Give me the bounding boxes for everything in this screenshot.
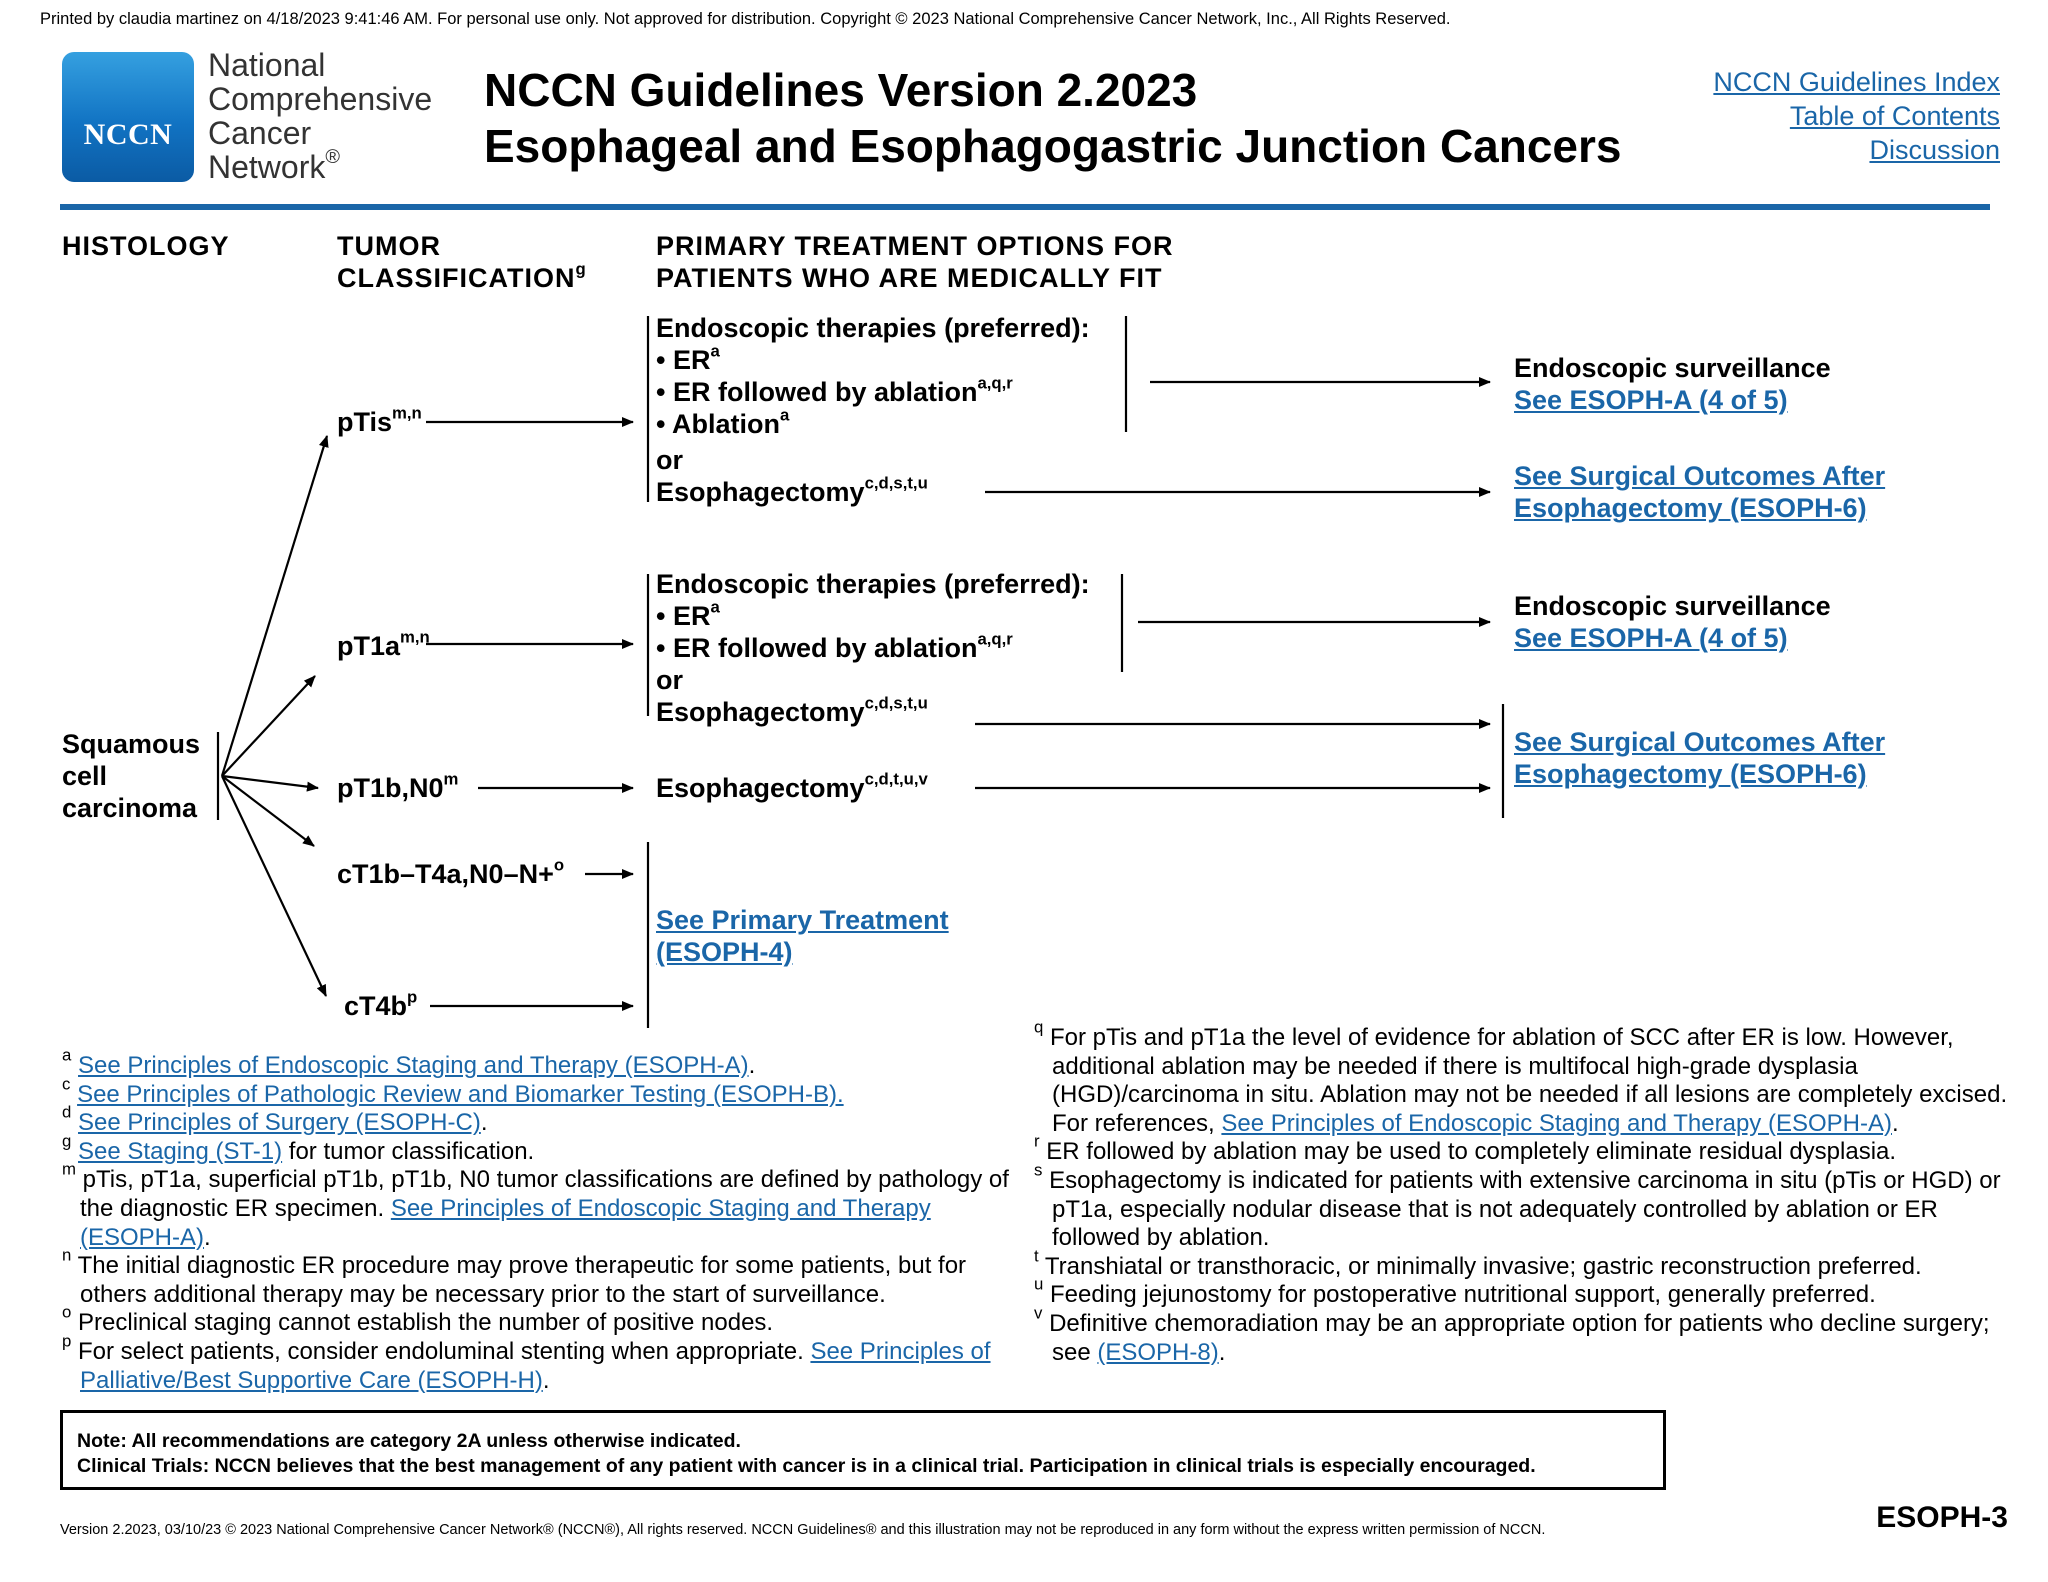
org-name-line: Cancer bbox=[208, 115, 312, 151]
title-line-1: NCCN Guidelines Version 2.2023 bbox=[484, 64, 1198, 116]
fan-arrow-pt1a bbox=[222, 676, 315, 776]
footnote-p-link[interactable]: See Principles of Palliative/Best Supportive Care (ESOPH-H) bbox=[80, 1337, 991, 1394]
footnotes-left bbox=[62, 1045, 1022, 1395]
footnote-d: $^d$ See Principles of Surgery (ESOPH-C). bbox=[62, 1102, 488, 1137]
footnote-u: $^u$ Feeding jejunostomy for postoperative nutritional support, generally preferred. bbox=[1034, 1274, 1876, 1309]
footnote-g: $^g$ See Staging (ST-1) for tumor classification. bbox=[62, 1131, 535, 1165]
logo-abbrev: NCCN bbox=[83, 118, 173, 151]
table-of-contents-link[interactable]: Table of Contents bbox=[1789, 101, 2000, 131]
tumor-ct1b-t4a: cT1b–T4a,N0–N+$^o$ bbox=[337, 855, 565, 889]
page-code: ESOPH-3 bbox=[1876, 1501, 2008, 1534]
footnote-m-link[interactable]: See Principles of Endoscopic Staging and Therapy (ESOPH-A) bbox=[80, 1194, 931, 1251]
tumor-ptis: pTis$^{m,n}$ bbox=[337, 403, 422, 437]
footnote-d-link[interactable]: See Principles of Surgery (ESOPH-C) bbox=[78, 1109, 481, 1137]
footnote-v: $^v$ Definitive chemoradiation may be an appropriate option for patients who decline surgery; see (ESOPH-8). bbox=[1034, 1303, 1990, 1366]
footnote-a: $^a$ See Principles of Endoscopic Staging and Therapy (ESOPH-A). bbox=[62, 1045, 756, 1079]
note-line-1: Note: All recommendations are category 2A unless otherwise indicated. bbox=[77, 1430, 741, 1452]
ptis-surgical-outcome bbox=[1514, 460, 1885, 524]
org-name-line: National bbox=[208, 47, 326, 83]
pt1a-esoph-a-link[interactable]: See ESOPH-A (4 of 5) bbox=[1514, 623, 1788, 653]
see-primary-treatment-link[interactable]: See Primary Treatment (ESOPH-4) bbox=[656, 905, 949, 967]
fan-arrow-ct4b bbox=[222, 776, 326, 996]
footnotes-right bbox=[1034, 1017, 2009, 1367]
pt1b-treatment-esophagectomy: Esophagectomy$^{c,d,t,u,v}$ bbox=[656, 769, 928, 803]
note-line-2: Clinical Trials: NCCN believes that the best management of any patient with cancer is in a clinical trial. Participation in clinical trials is especially encouraged. bbox=[77, 1455, 1536, 1477]
org-name-line: Comprehensive bbox=[208, 81, 433, 117]
pt1a-treatment-options: Endoscopic therapies (preferred): • $ER^a$ • ER followed by ablation$^{a,q,r}$ or Esophagectomy$^{c,d,s,t,u}$ bbox=[656, 569, 1090, 727]
print-notice: Printed by claudia martinez on 4/18/2023 9:41:46 AM. For personal use only. Not approved for distribution. Copyright © 2023 National Comprehensive Cancer Network, Inc., All Rights Reserved. bbox=[40, 10, 1451, 28]
primary-treatment-heading: PRIMARY TREATMENT OPTIONS FOR PATIENTS WHO ARE MEDICALLY FIT bbox=[656, 231, 1174, 293]
tumor-classification-heading: TUMOR CLASSIFICATION$^g$ bbox=[337, 231, 587, 293]
footnote-q-link[interactable]: See Principles of Endoscopic Staging and Therapy (ESOPH-A) bbox=[1221, 1109, 1892, 1137]
footnote-g-link[interactable]: See Staging (ST-1) bbox=[78, 1137, 283, 1165]
histology-squamous-cell-carcinoma: Squamous cell carcinoma bbox=[62, 729, 201, 823]
ptis-surveillance-outcome: Endoscopic surveillance See ESOPH-A (4 of 5) bbox=[1514, 353, 1831, 415]
footnote-t: $^t$ Transhiatal or transthoracic, or minimally invasive; gastric reconstruction preferred. bbox=[1034, 1246, 1922, 1280]
primary-treatment-link-block bbox=[656, 904, 949, 968]
title-line-2: Esophageal and Esophagogastric Junction Cancers bbox=[484, 120, 1622, 172]
footnote-p: $^p$ For select patients, consider endoluminal stenting when appropriate. See Principles of Palliative/Best Supportive Care (ESOPH-H). bbox=[62, 1331, 991, 1394]
footnote-s: $^s$ Esophagectomy is indicated for patients with extensive carcinoma in situ (pTis or HGD) or pT1a, especially nodular disease that is not adequately controlled by ablation or ER followed by ablation. bbox=[1034, 1160, 2001, 1252]
footnote-a-link[interactable]: See Principles of Endoscopic Staging and Therapy (ESOPH-A) bbox=[78, 1052, 749, 1079]
discussion-link[interactable]: Discussion bbox=[1869, 135, 2000, 165]
registered-mark: ® bbox=[325, 146, 340, 169]
pt1a-pt1b-surgical-outcome bbox=[1514, 726, 1885, 790]
footnote-r: $^r$ ER followed by ablation may be used to completely eliminate residual dysplasia. bbox=[1034, 1131, 1897, 1166]
footnote-v-link[interactable]: (ESOPH-8) bbox=[1097, 1338, 1219, 1366]
footnote-n: $^n$ The initial diagnostic ER procedure may prove therapeutic for some patients, but for others additional therapy may be necessary prior to the start of surveillance. bbox=[62, 1245, 967, 1308]
ptis-treatment-options: Endoscopic therapies (preferred): • $ER^a$ • ER followed by ablation$^{a,q,r}$ • Ablation$^a$ or Esophagectomy$^{c,d,s,t,u}$ bbox=[656, 313, 1090, 507]
footnote-o: $^o$ Preclinical staging cannot establish the number of positive nodes. bbox=[62, 1302, 774, 1337]
org-name-line: Network® bbox=[208, 146, 340, 185]
tumor-ct4b: $cT4b^p$ bbox=[344, 987, 418, 1021]
histology-heading: HISTOLOGY bbox=[62, 231, 230, 261]
ptis-esoph-a-link[interactable]: See ESOPH-A (4 of 5) bbox=[1514, 385, 1788, 415]
pt1a-surveillance-outcome: Endoscopic surveillance See ESOPH-A (4 of 5) bbox=[1514, 591, 1831, 653]
ptis-surgical-outcomes-link[interactable]: See Surgical Outcomes After Esophagectomy (ESOPH-6) bbox=[1514, 461, 1886, 523]
tumor-pt1a: $pT1a^{m,n}$ bbox=[337, 627, 430, 661]
surgical-outcomes-link[interactable]: See Surgical Outcomes After Esophagectomy (ESOPH-6) bbox=[1514, 727, 1886, 789]
tumor-pt1b-n0: pT1b,N0$^m$ bbox=[337, 769, 459, 803]
note-box bbox=[60, 1410, 1666, 1490]
footnote-q: $^q$ For pTis and pT1a the level of evidence for ablation of SCC after ER is low. However, additional ablation may be needed if there is multifocal high-grade dysplasia (HGD)/carcinoma in situ. Ablation may not be needed if all lesions are completely excised. For references, See Principles of Endoscopic Staging and Therapy (ESOPH-A). bbox=[1034, 1017, 2008, 1137]
fan-arrow-ptis bbox=[222, 436, 327, 776]
footnote-c: $^c$ See Principles of Pathologic Review and Biomarker Testing (ESOPH-B). bbox=[62, 1074, 844, 1108]
footer-copyright: Version 2.2023, 03/10/23 © 2023 National Comprehensive Cancer Network® (NCCN®), All rights reserved. NCCN Guidelines® and this illustration may not be reproduced in any form without the express written permission of NCCN. bbox=[60, 1522, 1546, 1538]
guidelines-index-link[interactable]: NCCN Guidelines Index bbox=[1713, 67, 2000, 97]
footnote-m: $^m$ pTis, pT1a, superficial pT1b, pT1b, N0 tumor classifications are defined by pathology of the diagnostic ER specimen. See Principles of Endoscopic Staging and Therapy (ESOPH-A). bbox=[62, 1159, 1009, 1251]
footnote-c-link[interactable]: See Principles of Pathologic Review and Biomarker Testing (ESOPH-B). bbox=[77, 1080, 844, 1108]
